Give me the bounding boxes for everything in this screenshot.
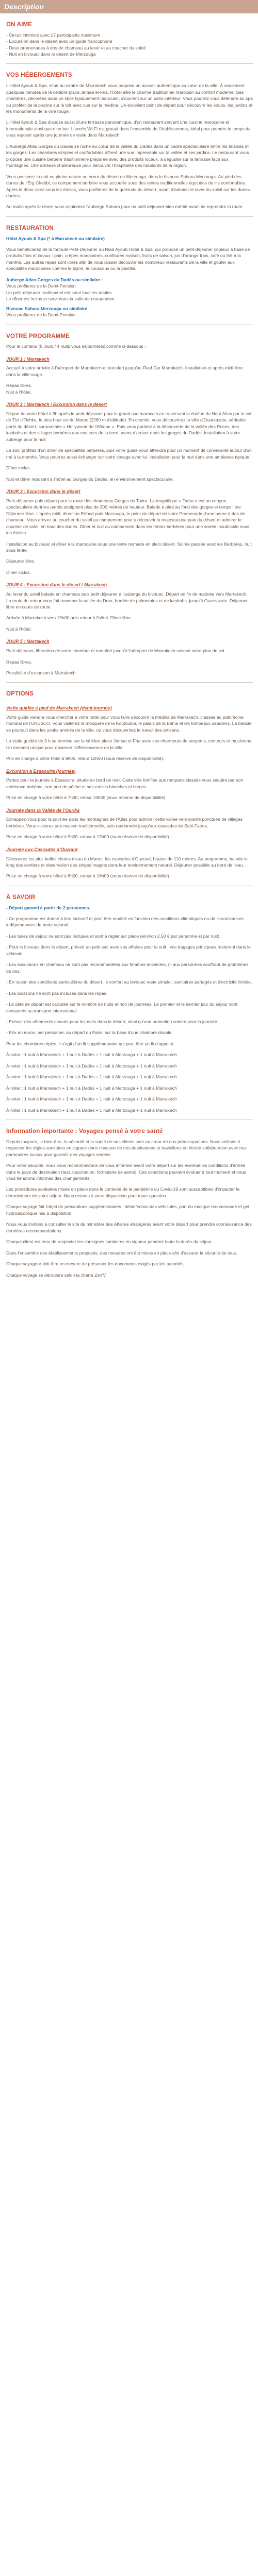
hotel-paragraph: L'Auberge Atlas Gorges du Dadès se niche au cœur de la vallée du Dadès dans un cadre spectaculaire entre les falaises et les gorges. Les chambres simples et confortables offrent une vue imprenable sur la vallée et ses jardins. Le restaurant vous propose une cuisine berbère traditionnelle préparée avec des produits locaux, à déguster sur la terrasse face aux montagnes. Une adresse chaleureuse pour découvrir l'hospitalité des habitants de la région.	[6, 143, 249, 168]
restaurant-paragraph: Vous bénéficierez de la formule Petit-Déjeuner au Riad Ayoub Hotel & Spa, qui propose un petit-déjeuner copieux à base de produits frais et locaux : pain, crêpes marocaines, confitures maison, fruits de saison, jus d'orange frais, café ou thé à la menthe. Les autres repas sont libres afin de vous laisser découvrir les nombreux restaurants de la ville et goûter aux spécialités marocaines comme le tajine, le couscous ou la pastilla.	[6, 246, 250, 272]
program-intro: Pour le contenu (5 jours / 4 nuits vous séjournerez comme ci-dessous :	[6, 344, 146, 349]
day-paragraph: Accueil à votre arrivée à l'aéroport de Marrakech et transfert jusqu'au Riad Dar Marrakech. Installation et après-midi libre dans la ville rouge.	[6, 365, 243, 377]
restaurant-line: Vous profiterez de la Demi-Pension.	[6, 312, 77, 318]
know-paragraph: - Ce programme est donné à titre indicatif et peut être modifié en fonction des conditions climatiques ou de circonstances indépendantes de notre volonté.	[6, 916, 244, 928]
info-paragraph: Chaque voyage fait l'objet de précautions supplémentaires : désinfection des véhicules, port du masque recommandé et gel hydroalcoolique mis à disposition.	[6, 1204, 249, 1216]
day-title: JOUR 5 : Marrakech	[6, 639, 50, 645]
info-paragraph: Chaque voyage se déroulera selon la charte Zen'V.	[6, 1272, 107, 1278]
day-paragraph: Petit-déjeuner, libération de votre chambre et transfert jusqu'à l'aéroport de Marrakech suivant votre plan de vol.	[6, 648, 226, 654]
rooms-line: À noter : 1 nuit à Marrakech + 1 nuit à Dadès + 1 nuit à Merzouga + 1 nuit à Marrakech	[6, 1107, 177, 1113]
hotel-paragraph: L'Hôtel Ayoub & Spa dispose aussi d'une terrasse panoramique, d'un restaurant servant une cuisine marocaine et internationale ainsi que d'un bar. L'accès Wi-Fi est gratuit dans l'ensemble de l'établissement, idéal pour prendre le temps de vous reposer après une journée de visite dans Marrakech.	[6, 120, 251, 138]
restaurant-line: Un petit-déjeuner traditionnel est servi tous les matins.	[6, 290, 113, 295]
divider	[6, 63, 253, 64]
know-paragraph: - En raison des conditions particulières du désert, le confort au bivouac reste simple : sanitaires partagés et électricité limitée.	[6, 979, 252, 985]
rooms-line: À noter : 1 nuit à Marrakech + 1 nuit à Dadès + 1 nuit à Merzouga + 1 nuit à Marrakech	[6, 1085, 177, 1091]
rooms-intro: Pour les chambres triples, il s'agit d'un lit supplémentaire qui peut être un lit d'appoint.	[6, 1041, 174, 1046]
divider	[6, 216, 253, 217]
info-heading: Information importante : Voyages pensé à votre santé	[6, 1128, 163, 1135]
option-paragraph: Prise en charge à votre hôtel à 9h00, retour à 17h00 (sous réserve de disponibilité).	[6, 834, 171, 840]
option-title: Journée aux Cascades d'Ouzoud	[6, 846, 77, 852]
day-paragraph: Nuit à l'hôtel.	[6, 626, 32, 632]
restaurant-dades	[6, 277, 253, 302]
divider	[6, 682, 253, 683]
day-paragraph: Le soir, profitez d'un dîner de spécialités berbères, puis votre guide vous attendra pour un moment de convivialité autour d'un thé à la menthe. Vous pourrez aussi échanger sur votre voyage avec lui. Installation pour la nuit dans une ambiance typique.	[6, 448, 252, 460]
description-header	[0, 0, 258, 13]
day-paragraph: Dîner inclus.	[6, 465, 31, 471]
day-paragraph: Au lever du soleil balade en chameau puis petit déjeuner à l'auberge du bivouac. Départ en fin de matinée vers Marrakech. La route du retour vous fait traverser la vallée du Draa, bordée de palmeraies et de kasbahs, jusqu'à Ouarzazate. Déjeuner libre en cours de route.	[6, 591, 248, 609]
header-title: Description	[4, 3, 44, 11]
info-paragraph: Dans l'ensemble des établissements proposés, des mesures ont été mises en place afin d'assurer la sécurité de tous.	[6, 1250, 237, 1256]
restaurant-line: Vous profiterez de la Demi-Pension	[6, 283, 76, 289]
hotel-paragraph: L'Hôtel Ayoub & Spa, situé au centre de Marrakech vous propose un accueil authentique au cœur de la ville. À seulement quelques minutes de la célèbre place Jemaa el-Fna, l'hôtel allie le charme traditionnel marocain au confort moderne. Ses chambres, décorées dans un style typiquement marocain, s'ouvrent sur un patio intérieur. Vous pourrez vous détendre au spa ou profiter de la piscine sur le toit avec vue sur la médina. Un excellent point de départ pour découvrir les souks, les jardins et les monuments de la ville rouge.	[6, 83, 253, 114]
day-title: JOUR 4 : Excursion dans le désert / Marrakech	[6, 582, 107, 588]
program-heading: VOTRE PROGRAMME	[6, 333, 70, 340]
day-title: JOUR 3 : Excursion dans le désert	[6, 489, 80, 495]
option-paragraph: La visite guidée de 3 h se termine sur la célèbre place Jemaa el-Fna avec ses charmeurs de serpents, conteurs et musiciens. Un moment unique pour observer l'effervescence de la ville.	[6, 738, 253, 750]
know-paragraph: - Prix en euros, par personne, au départ du Paris, sur la base d'une chambre double.	[6, 1030, 173, 1036]
rooms-line: À noter : 1 nuit à Marrakech + 1 nuit à Dadès + 1 nuit à Merzouga + 1 nuit à Marrakech	[6, 1063, 177, 1069]
day-paragraph: Nuit et dîner reposant à l'hôtel au Gorges du Dadès, en environnement spectaculaire.	[6, 476, 174, 482]
option-paragraph: Découvrez les plus belles chutes d'eau du Maroc, les cascades d'Ouzoud, hautes de 110 mètres. Au programme, balade le long des sentiers et observation des singes magots dans leur environnement naturel. Déjeuner possible au bord de l'eau.	[6, 856, 248, 868]
day-paragraph: Nuit à l'hôtel.	[6, 389, 32, 395]
info-paragraph: Les procédures sanitaires mises en place dans le contexte de la pandémie du Covid-19 sont susceptibles d'impacter le déroulement de votre séjour. Nous restons à votre disposition pour toute question.	[6, 1187, 240, 1198]
day-paragraph: Arrivée à Marrakech vers 19h00 puis retour à l'hôtel. Dîner libre.	[6, 615, 132, 621]
info-paragraph: Depuis toujours, le bien-être, la sécurité et la santé de nos clients sont au cœur de nos préoccupations. Nous veillons à respecter les règles sanitaires en vigueur dans chacune de nos destinations et travaillons en étroite collaboration avec nos partenaires locaux pour garantir des voyages sereins.	[6, 1139, 247, 1157]
day-paragraph: Dîner inclus.	[6, 569, 31, 575]
day-paragraph: Repas libres.	[6, 383, 33, 388]
day-title: JOUR 2 : Marrakech / Excursion dans le désert	[6, 402, 107, 408]
restaurant-paragraph: Hôtel Ayoub & Spa (* à Marrakech ou similaire)	[6, 235, 105, 241]
know-paragraph: - Les excursions en chameau ne sont pas recommandées aux femmes enceintes, ni aux personnes souffrant de problèmes de dos.	[6, 962, 249, 974]
highlight-item: - Circuit intimiste avec 17 participants maximum	[6, 32, 100, 38]
highlight-item: - Excursion dans le désert avec un guide francophone	[6, 39, 112, 44]
highlight-item: - Nuit en bivouac dans le désert de Merzouga	[6, 52, 96, 57]
rooms-line: À noter : 1 nuit à Marrakech + 1 nuit à Dadès + 1 nuit à Merzouga + 1 nuit à Marrakech	[6, 1052, 177, 1058]
day-paragraph: Installation au bivouac et dîner à la marocaine sous une tente nomade en plein désert. Soirée passée avec les Berbères, nuit sous tente.	[6, 541, 252, 553]
day-paragraph: Possibilité d'excursion à Marrakech.	[6, 670, 77, 675]
know-heading: À SAVOIR	[6, 894, 36, 901]
option-paragraph: Échappez-vous pour la journée dans les montagnes de l'Atlas pour admirer cette vallée verdoyante ponctuée de villages berbères. Vous visiterez une maison traditionnelle, puis randonnée jusqu'aux cascades de Setti Fatma.	[6, 817, 243, 828]
option-title: Journée dans la Vallée de l'Ourika	[6, 807, 80, 813]
option-paragraph: Prise en charge à votre hôtel à 7h30, retour 19h00 (sous réserve de disponibilité).	[6, 795, 167, 801]
hotel-paragraph: Au matin après le réveil, vous rejoindrez l'auberge Sahara pour un petit déjeuner bien mérité avant de reprendre la route.	[6, 204, 244, 210]
restaurant-line: Auberge Atlas Gorges du Dadès ou similaire :	[6, 277, 103, 282]
options-heading: OPTIONS	[6, 691, 34, 698]
restaurant-line: Bivouac Sahara Merzouga ou similaire	[6, 306, 88, 311]
option-paragraph: Prix en charge à votre hôtel à 9h00, retour 12h00 (sous réserve de disponibilité).	[6, 756, 165, 761]
day-paragraph: Petit-déjeuner puis départ pour la route des chameaux Gorges du Todra. La magnifique « Todra » est un canyon spectaculaire dont les parois atteignent plus de 300 mètres de hauteur. Balade à pied au fond des gorges et temps libre. Déjeuner libre. L'après-midi, direction Erfoud puis Merzouga, le point de départ de votre Promenade d'une heure à dos de chameau. Vous arrivez au coucher du soleil au campement pour y découvrir la majestueuse paix du désert et admirer le coucher de soleil en haut des dunes. Dîner et nuit au campement dans les tentes berbères pour une soirée inoubliable sous les étoiles.	[6, 498, 250, 536]
info-paragraph: Chaque client est tenu de respecter les consignes sanitaires en vigueur pendant toute la durée du séjour.	[6, 1239, 213, 1245]
day-paragraph: Repas libres.	[6, 659, 33, 665]
rooms-line: À noter : 1 nuit à Marrakech + 1 nuit à Dadès + 1 nuit à Merzouga + 1 nuit à Marrakech	[6, 1096, 177, 1102]
know-paragraph: - Pour le bivouac dans le désert, prévoir un petit sac avec vos affaires pour la nuit ; vos bagages principaux resteront dans le véhicule.	[6, 944, 251, 956]
hotels-heading: VOS HÉBERGEMENTS	[6, 72, 72, 79]
restaurant-heading: RESTAURATION	[6, 225, 54, 231]
know-paragraph: - Les boissons ne sont pas incluses dans les repas.	[6, 990, 108, 996]
intro-heading: ON AIME	[6, 22, 33, 28]
know-paragraph: - Départ garanti à partir de 2 personnes.	[6, 905, 90, 910]
option-paragraph: Votre guide viendra vous chercher à votre hôtel pour vous faire découvrir la médina de Marrakech, classée au patrimoine mondial de l'UNESCO. Vous visiterez la mosquée de la Koutoubia, le palais de la Bahia et les tombeaux saadiens. La balade se poursuit dans les souks animés de la ville, où vous découvrirez le travail des artisans.	[6, 714, 252, 733]
day-paragraph: Départ de votre hôtel à 8h après le petit-déjeuner pour le grand sud marocain en traversant la chaîne du Haut Atlas par le col de Tizi n'Tichka, le plus haut col du Maroc (2260 m d'altitude). En chemin, vous découvrirez la ville d'Ouarzazate, véritable porte du désert, surnommée « Hollywood de l'Afrique ». Puis vous partirez à la découverte de la vallée des Roses, des kasbahs et des villages berbères aux couleurs de la terre, avant d'arriver dans les gorges du Dadès. Installation à votre auberge pour la nuit.	[6, 411, 251, 442]
highlight-item: - Deux promenades à dos de chameau au lever et au coucher du soleil	[6, 45, 146, 50]
rooms-line: À noter : 1 nuit à Marrakech + 1 nuit à Dadès + 1 nuit à Merzouga + 1 nuit à Marrakech	[6, 1074, 177, 1080]
day-paragraph: Déjeuner libre.	[6, 558, 35, 564]
info-paragraph: Chaque voyageur doit être en mesure de présenter les documents exigés par les autorités.	[6, 1261, 185, 1267]
hotel-paragraph: Vous passerez la nuit en pleine nature au cœur du désert de Merzouga, dans le bivouac Sahara Merzouga. Au pied des dunes de l'Erg Chebbi, ce campement berbère vous accueille sous des tentes traditionnelles équipées de lits confortables. Après le dîner servi sous les étoiles, vous profiterez de la quiétude du désert, avant d'admirer le lever du soleil sur les dunes dorées.	[6, 174, 250, 198]
info-paragraph: Nous vous invitons à consulter le site du ministère des Affaires étrangères avant votre départ pour prendre connaissance des dernières recommandations.	[6, 1222, 252, 1233]
know-paragraph: - Prévoir des vêtements chauds pour les nuits dans le désert, ainsi qu'une protection solaire pour la journée.	[6, 1019, 219, 1025]
info-paragraph: Pour votre sécurité, nous vous recommandons de vous informer avant votre départ sur les éventuelles conditions d'entrée dans le pays de destination (test, vaccination, formulaire de santé). Ces conditions peuvent évoluer à tout moment et nous vous tiendrons informés des changements.	[6, 1163, 246, 1181]
page-content	[0, 21, 258, 1278]
restaurant-bivouac	[6, 306, 253, 318]
restaurant-line: Le dîner est inclus et servi dans la salle de restauration.	[6, 296, 116, 302]
option-paragraph: Prise en charge à votre hôtel à 8h00, retour à 18h00 (sous réserve de disponibilité).	[6, 873, 171, 879]
option-paragraph: Partez pour la journée à Essaouira, située en bord de mer. Cette ville fortifiée aux remparts classés vous séduira par son ambiance bohème, son port de pêche et ses ruelles blanches et bleues.	[6, 777, 244, 789]
know-paragraph: - La date de départ est calculée sur le nombre de nuits et non de journées. Le premier et le dernier jour du séjour sont consacrés au transport international.	[6, 1002, 238, 1013]
know-paragraph: - Les taxes de séjour ne sont pas incluses et sont à régler sur place (environ 2,50 € par personne et par nuit).	[6, 933, 221, 939]
day-title: JOUR 1 : Marrakech	[6, 356, 50, 362]
option-title: Visite guidée à pied de Marrakech (demi-journée)	[6, 705, 112, 711]
highlights-list	[6, 32, 253, 58]
option-title: Excursion à Essaouira (journée)	[6, 768, 76, 774]
